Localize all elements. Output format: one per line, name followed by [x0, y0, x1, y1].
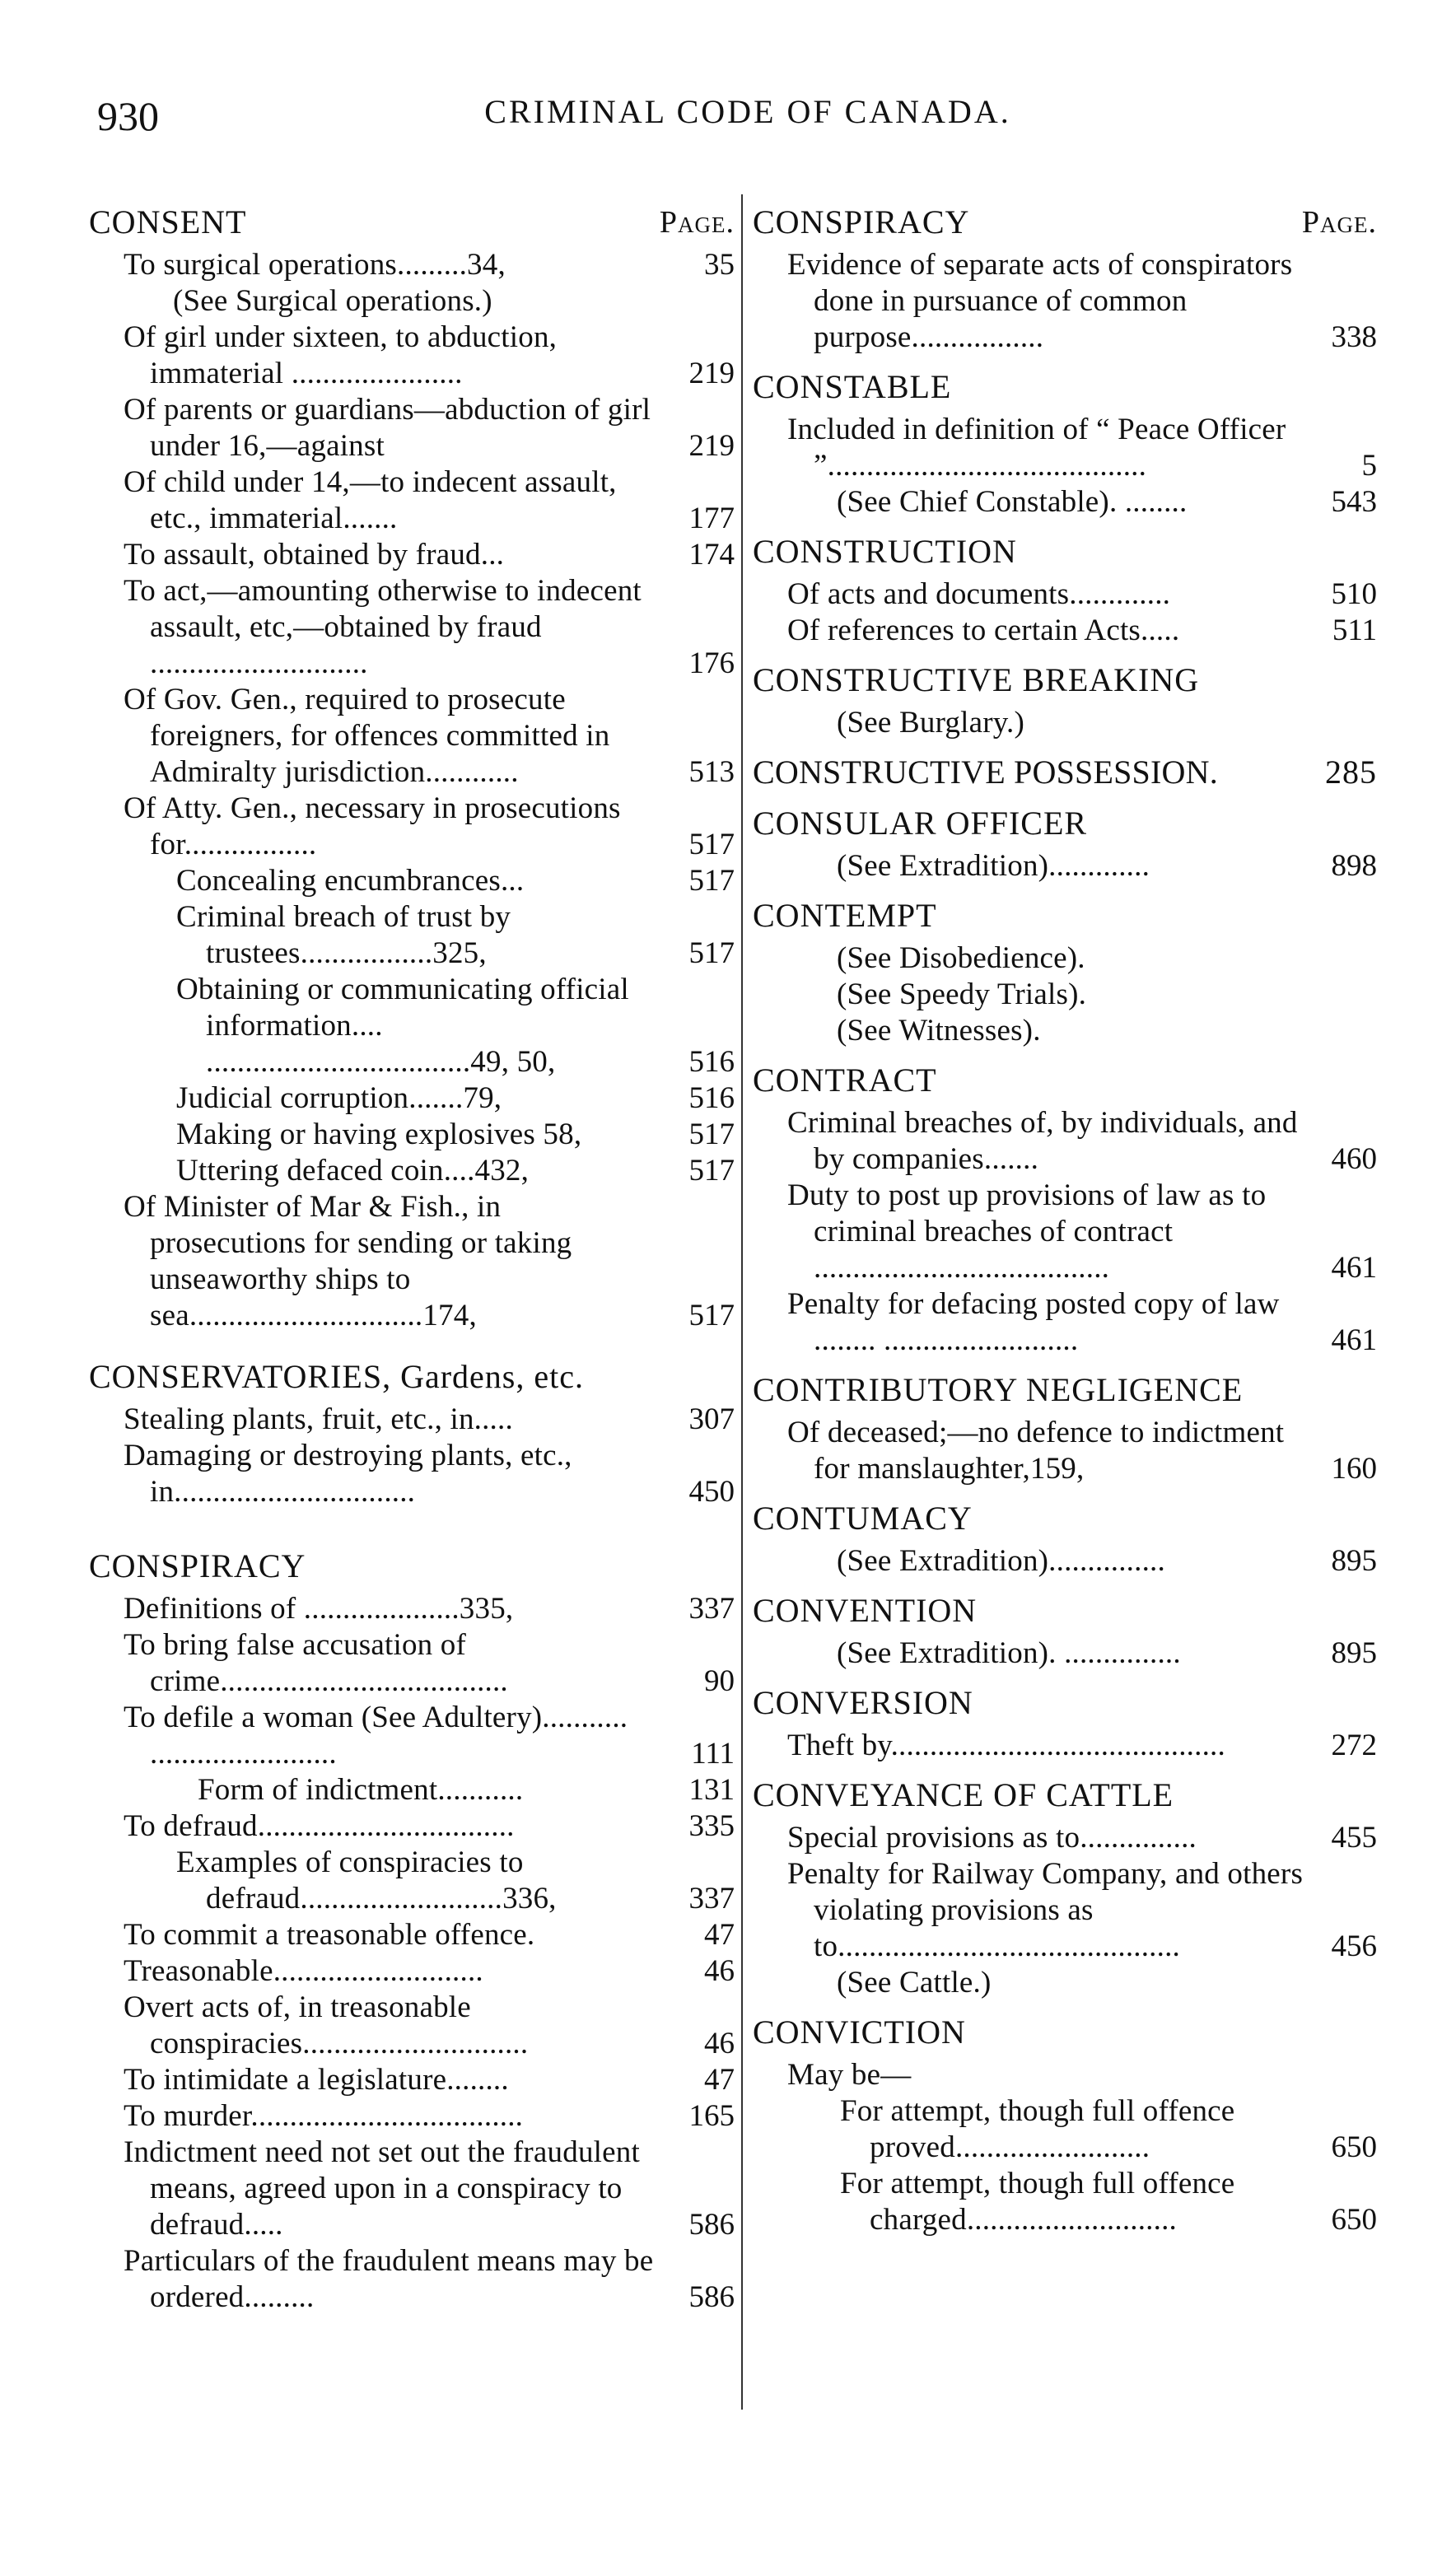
- index-entry: [753, 1728, 1377, 1764]
- entry-page: 517: [688, 936, 735, 970]
- entry-page: 895: [1331, 1636, 1377, 1670]
- index-entry: [753, 1415, 1377, 1487]
- index-subentry: [89, 1845, 735, 1917]
- entry-page: 307: [688, 1402, 735, 1436]
- entry-page: 650: [1331, 2130, 1377, 2164]
- section-heading-construction: [753, 532, 1377, 572]
- entry-text: Of Minister of Mar & Fish., in prosecutions for sending or taking unseaworthy ships to sea..............................174,: [124, 1190, 572, 1332]
- index-subentry: [89, 1117, 735, 1153]
- section-heading-conversion: [753, 1683, 1377, 1723]
- entry-text: Concealing encumbrances...: [176, 864, 525, 898]
- cross-reference: [753, 1013, 1377, 1049]
- entry-page: 460: [1331, 1142, 1377, 1176]
- entry-page: 335: [688, 1809, 735, 1843]
- index-entry: [89, 1402, 735, 1438]
- entry-text: Penalty for Railway Company, and others violating provisions as to............................................: [787, 1857, 1304, 1963]
- section-heading-conviction: [753, 2013, 1377, 2052]
- index-entry: [753, 1286, 1377, 1359]
- entry-page: 46: [704, 2027, 735, 2060]
- cross-reference: [753, 1965, 1377, 2001]
- index-entry: [89, 247, 735, 283]
- entry-text: Making or having explosives 58,: [176, 1118, 582, 1151]
- left-column: [89, 191, 735, 2316]
- heading-text: CONSERVATORIES, Gardens, etc.: [89, 1358, 584, 1395]
- index-entry: [89, 2135, 735, 2243]
- entry-page: 450: [688, 1475, 735, 1509]
- entry-text: Examples of conspiracies to defraud..........................336,: [176, 1845, 557, 1915]
- index-subentry: [753, 2166, 1377, 2238]
- cross-reference: [753, 977, 1377, 1013]
- cross-reference: [753, 940, 1377, 977]
- entry-text: To bring false accusation of crime.....................................: [124, 1628, 508, 1698]
- entry-text: Theft by...........................................: [787, 1729, 1225, 1762]
- entry-page: 517: [688, 828, 735, 861]
- heading-text: CONTRACT: [753, 1062, 937, 1099]
- entry-text: (See Witnesses).: [837, 1014, 1041, 1048]
- entry-text: Duty to post up provisions of law as to criminal breaches of contract ......................................: [787, 1178, 1267, 1285]
- right-column: [753, 191, 1377, 2238]
- entry-page: 219: [688, 357, 735, 390]
- entry-page: 586: [688, 2280, 735, 2314]
- index-entry: [89, 464, 735, 537]
- index-entry: [89, 1189, 735, 1334]
- index-entry: [753, 1856, 1377, 1965]
- entry-page: 513: [688, 755, 735, 789]
- entry-page: 895: [1331, 1544, 1377, 1578]
- entry-text: To surgical operations.........34,: [124, 248, 506, 282]
- index-subentry: [89, 1153, 735, 1189]
- entry-text: To act,—amounting otherwise to indecent assault, etc,—obtained by fraud ............................: [124, 574, 642, 680]
- heading-text: CONVENTION: [753, 1592, 978, 1629]
- entry-text: Treasonable...........................: [124, 1954, 483, 1988]
- section-heading-convention: [753, 1591, 1377, 1631]
- entry-page: 160: [1331, 1452, 1377, 1486]
- entry-text: To commit a treasonable offence.: [124, 1918, 535, 1952]
- entry-text: Of acts and documents.............: [787, 577, 1171, 611]
- section-heading-conspiracy: [89, 1547, 735, 1586]
- entry-page: 337: [688, 1592, 735, 1626]
- index-entry: [89, 1627, 735, 1700]
- entry-text: Of deceased;—no defence to indictment for manslaughter,159,: [787, 1416, 1285, 1486]
- section-heading-contempt: [753, 896, 1377, 936]
- index-entry: [753, 1105, 1377, 1178]
- entry-text: Obtaining or communicating official information.... ..................................49, 50,: [176, 973, 629, 1079]
- entry-page: 461: [1331, 1323, 1377, 1357]
- entry-page: 510: [1331, 577, 1377, 611]
- entry-text: May be—: [787, 2058, 912, 2092]
- spacer: [89, 1510, 735, 1535]
- entry-text: (See Speedy Trials).: [837, 978, 1087, 1011]
- index-entry: [89, 2062, 735, 2098]
- entry-page: 456: [1331, 1929, 1377, 1963]
- entry-page: 898: [1331, 849, 1377, 883]
- entry-text: Damaging or destroying plants, etc., in...............................: [124, 1439, 572, 1509]
- entry-text: (See Extradition). ...............: [837, 1636, 1181, 1670]
- entry-text: (See Disobedience).: [837, 941, 1085, 975]
- heading-text: CONTRIBUTORY NEGLIGENCE: [753, 1371, 1244, 1408]
- index-subentry: [89, 863, 735, 899]
- entry-text: Of references to certain Acts.....: [787, 614, 1180, 647]
- entry-text: Particulars of the fraudulent means may be ordered.........: [124, 2244, 654, 2314]
- heading-text: CONSPIRACY: [753, 203, 970, 240]
- section-heading-conspiracy-continued: [753, 203, 1377, 242]
- entry-page: 586: [688, 2208, 735, 2242]
- entry-text: Of Gov. Gen., required to prosecute foreigners, for offences committed in Admiralty jurisdiction............: [124, 683, 610, 789]
- index-entry: [753, 613, 1377, 649]
- section-heading-contumacy: [753, 1499, 1377, 1538]
- cross-reference: [89, 283, 735, 320]
- entry-page: 455: [1331, 1821, 1377, 1855]
- index-entry: [753, 576, 1377, 613]
- entry-text: Criminal breach of trust by trustees.................325,: [176, 900, 511, 970]
- entry-page: 517: [688, 1118, 735, 1151]
- index-entry: [89, 537, 735, 573]
- index-entry: [89, 682, 735, 791]
- heading-text: CONSTRUCTIVE BREAKING: [753, 661, 1200, 698]
- cross-reference: [753, 705, 1377, 741]
- heading-text: CONSTABLE: [753, 368, 952, 405]
- entry-text: Evidence of separate acts of conspirators done in pursuance of common purpose.................: [787, 248, 1293, 354]
- index-entry: [89, 1953, 735, 1990]
- section-heading-constructive-possession: [753, 753, 1377, 792]
- entry-text: Special provisions as to...............: [787, 1821, 1197, 1855]
- entry-text: To defraud.................................: [124, 1809, 515, 1843]
- page-column-label: Page.: [1301, 205, 1377, 240]
- section-heading-constable: [753, 367, 1377, 407]
- entry-text: (See Extradition)...............: [837, 1544, 1165, 1578]
- entry-text: Judicial corruption.......79,: [176, 1081, 502, 1115]
- index-subentry: [753, 2093, 1377, 2166]
- index-entry: [89, 320, 735, 392]
- entry-page: 461: [1331, 1251, 1377, 1285]
- entry-text: Of girl under sixteen, to abduction, immaterial ......................: [124, 320, 558, 390]
- entry-page: 35: [704, 248, 735, 282]
- index-entry: [753, 412, 1377, 484]
- index-entry: [89, 573, 735, 682]
- heading-text: CONVICTION: [753, 2013, 966, 2051]
- entry-text: Of Atty. Gen., necessary in prosecutions for.................: [124, 791, 621, 861]
- index-entry: [89, 1591, 735, 1627]
- index-entry: [89, 2243, 735, 2316]
- entry-page: 517: [688, 1154, 735, 1188]
- entry-page: 47: [704, 1918, 735, 1952]
- entry-page: 543: [1331, 485, 1377, 519]
- index-entry: [753, 1820, 1377, 1856]
- entry-page: 90: [704, 1664, 735, 1698]
- entry-page: 131: [688, 1773, 735, 1807]
- heading-text: CONVERSION: [753, 1684, 973, 1721]
- entry-text: Of child under 14,—to indecent assault, etc., immaterial.......: [124, 465, 617, 535]
- cross-reference: [753, 484, 1377, 520]
- entry-page: 47: [704, 2063, 735, 2097]
- spacer: [89, 1334, 735, 1346]
- entry-page: 516: [688, 1045, 735, 1079]
- entry-text: Stealing plants, fruit, etc., in.....: [124, 1402, 513, 1436]
- entry-text: (See Cattle.): [837, 1966, 992, 1999]
- entry-page: 338: [1331, 320, 1377, 354]
- entry-page: 272: [1331, 1729, 1377, 1762]
- page-column-label: Page.: [659, 205, 735, 240]
- index-entry: [89, 392, 735, 464]
- entry-text: To intimidate a legislature........: [124, 2063, 509, 2097]
- index-entry: [753, 247, 1377, 356]
- entry-text: Overt acts of, in treasonable conspiracies.............................: [124, 1990, 529, 2060]
- heading-text: CONSPIRACY: [89, 1547, 306, 1584]
- entry-text: (See Extradition).............: [837, 849, 1150, 883]
- entry-page: 511: [1332, 614, 1377, 647]
- cross-reference: [753, 1635, 1377, 1672]
- entry-text: (See Surgical operations.): [173, 284, 492, 318]
- index-entry: [89, 1990, 735, 2062]
- heading-text: CONSULAR OFFICER: [753, 805, 1088, 842]
- entry-text: For attempt, though full offence charged...........................: [840, 2167, 1235, 2237]
- entry-text: Penalty for defacing posted copy of law ........ .........................: [787, 1287, 1280, 1357]
- entry-text: To assault, obtained by fraud...: [124, 538, 505, 572]
- entry-text: Criminal breaches of, by individuals, and by companies.......: [787, 1106, 1298, 1176]
- entry-text: Form of indictment...........: [198, 1773, 524, 1807]
- index-entry: [89, 2098, 735, 2135]
- entry-text: Definitions of ....................335,: [124, 1592, 514, 1626]
- entry-page: 337: [688, 1882, 735, 1915]
- entry-page: 5: [1361, 449, 1377, 483]
- heading-text: CONSTRUCTIVE POSSESSION.: [753, 754, 1218, 791]
- index-subentry: [89, 1080, 735, 1117]
- heading-text: CONSENT: [89, 203, 247, 240]
- entry-page: 177: [688, 502, 735, 535]
- page-header: [89, 92, 1407, 150]
- heading-text: CONVEYANCE OF CATTLE: [753, 1776, 1174, 1813]
- index-subentry: [89, 1772, 735, 1808]
- entry-text: (See Burglary.): [837, 706, 1025, 740]
- entry-page: 650: [1331, 2203, 1377, 2237]
- entry-text: Of parents or guardians—abduction of girl under 16,—against: [124, 393, 651, 463]
- heading-text: CONSTRUCTION: [753, 533, 1017, 570]
- entry-page: 517: [688, 1299, 735, 1332]
- index-entry: [89, 791, 735, 863]
- section-heading-contract: [753, 1061, 1377, 1100]
- index-entry: [89, 1438, 735, 1510]
- cross-reference: [753, 848, 1377, 884]
- entry-page: 165: [688, 2099, 735, 2133]
- entry-page: 517: [688, 864, 735, 898]
- section-heading-constructive-breaking: [753, 660, 1377, 700]
- entry-text: Uttering defaced coin....432,: [176, 1154, 530, 1188]
- section-heading-conservatories: [89, 1357, 735, 1397]
- index-subentry: [89, 899, 735, 972]
- index-entry: [753, 2057, 1377, 2093]
- running-title: CRIMINAL CODE OF CANADA.: [484, 93, 1011, 130]
- entry-text: To defile a woman (See Adultery)........... ........................: [124, 1701, 628, 1771]
- entry-page: 174: [688, 538, 735, 572]
- index-entry: [89, 1917, 735, 1953]
- entry-text: To murder...................................: [124, 2099, 524, 2133]
- column-divider: [741, 194, 743, 2410]
- entry-text: For attempt, though full offence proved.........................: [840, 2094, 1235, 2164]
- entry-text: (See Chief Constable). ........: [837, 485, 1188, 519]
- section-heading-consent: [89, 203, 735, 242]
- index-entry: [753, 1178, 1377, 1286]
- heading-text: CONTUMACY: [753, 1500, 973, 1537]
- index-entry: [89, 1700, 735, 1772]
- entry-text: Included in definition of “ Peace Officer ”.........................................: [787, 413, 1286, 483]
- entry-page: 285: [1325, 754, 1377, 791]
- page-number: 930: [97, 93, 159, 139]
- section-heading-contributory-negligence: [753, 1370, 1377, 1410]
- entry-page: 516: [688, 1081, 735, 1115]
- index-entry: [89, 1808, 735, 1845]
- section-heading-consular-officer: [753, 804, 1377, 843]
- entry-page: 46: [704, 1954, 735, 1988]
- entry-page: 111: [691, 1737, 735, 1771]
- index-subentry: [89, 972, 735, 1080]
- heading-text: CONTEMPT: [753, 897, 937, 934]
- cross-reference: [753, 1543, 1377, 1579]
- entry-page: 219: [688, 429, 735, 463]
- entry-text: Indictment need not set out the fraudulent means, agreed upon in a conspiracy to defraud.....: [124, 2135, 640, 2242]
- entry-page: 176: [688, 646, 735, 680]
- section-heading-conveyance-of-cattle: [753, 1775, 1377, 1815]
